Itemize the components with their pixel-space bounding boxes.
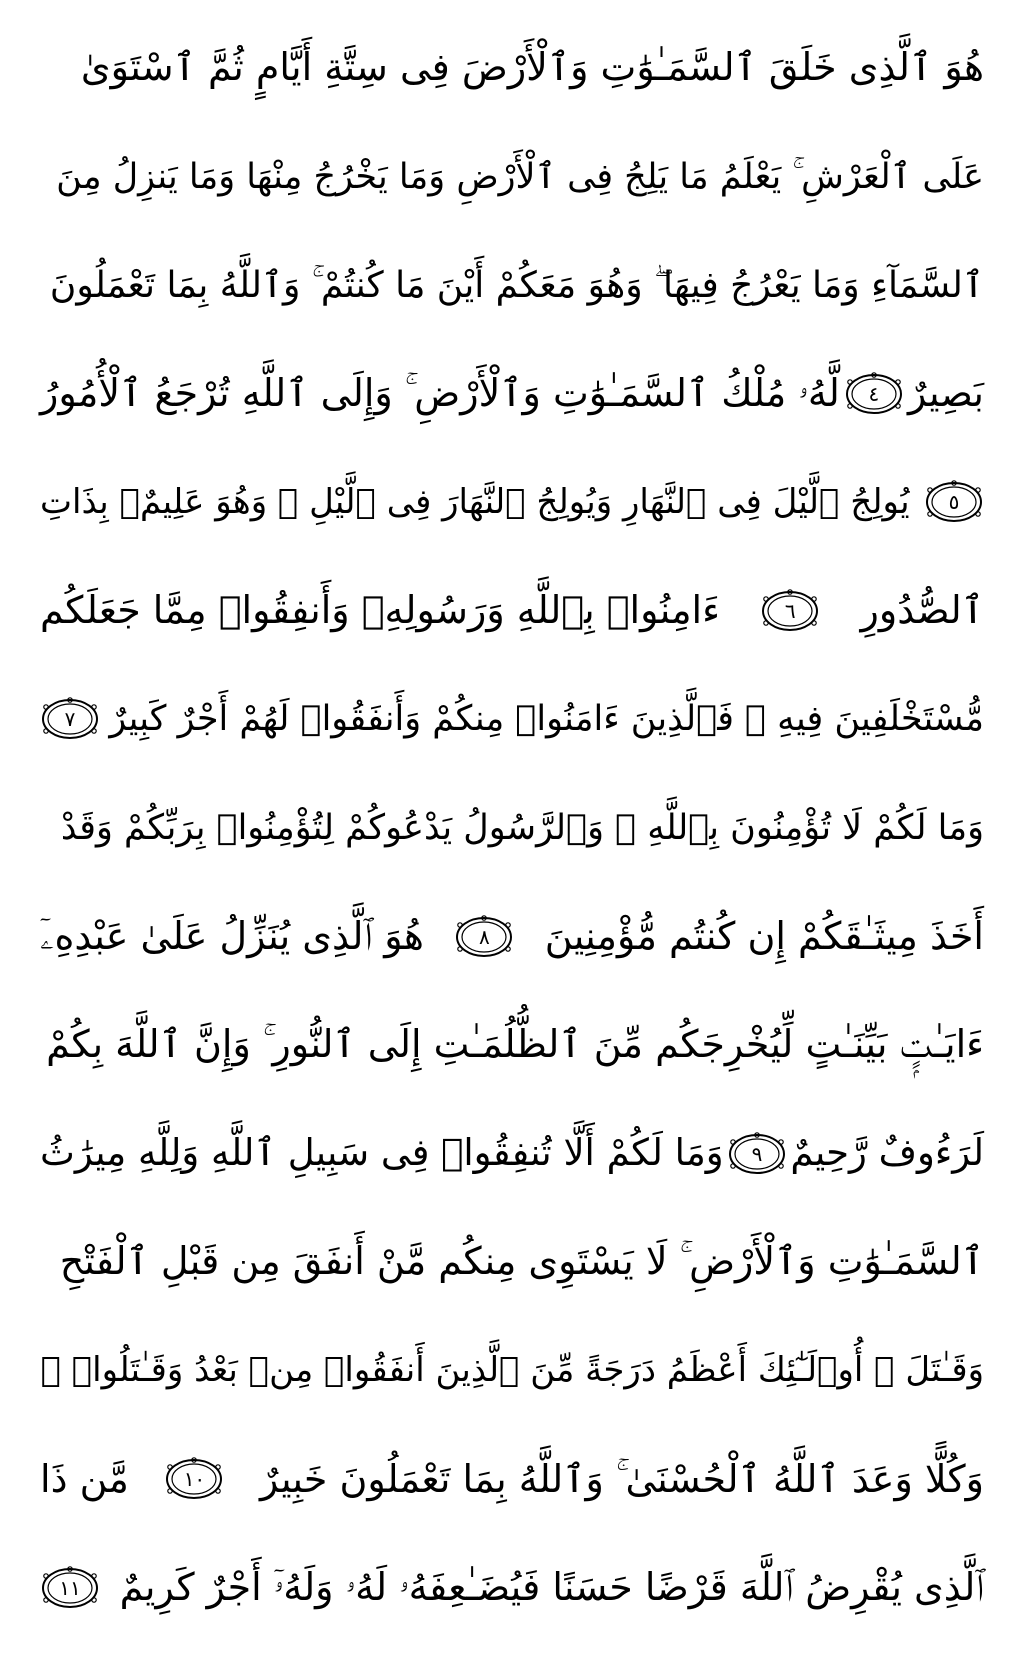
ayah-number-marker xyxy=(924,480,984,524)
verse-line xyxy=(40,1104,984,1204)
verse-text: وَقَـٰتَلَ ۚ أُو۟لَـٰٓئِكَ أَعْظَمُ دَرَجَةً مِّنَ ٱلَّذِينَ أَنفَقُوا۟ مِنۢ بَعْدُ وَقَـٰتَلُوا۟ ۚ xyxy=(40,1350,984,1391)
verse-text: ٱلسَّمَآءِ وَمَا يَعْرُجُ فِيهَا ۖ وَهُوَ مَعَكُمْ أَيْنَ مَا كُنتُمْ ۚ وَٱللَّهُ بِمَا تَعْمَلُونَ xyxy=(49,264,984,306)
verse-text: ٱلصُّدُورِ xyxy=(860,588,984,633)
ayah-number-marker xyxy=(40,697,100,741)
ayah-number-marker xyxy=(844,372,904,416)
ayah-number: ٦ xyxy=(784,598,796,623)
verse-text: مَّن ذَا xyxy=(40,1456,129,1501)
verse-text: أَخَذَ مِيثَـٰقَكُمْ إِن كُنتُم مُّؤْمِنِينَ xyxy=(544,913,984,958)
verse-text: يُولِجُ ٱلَّيْلَ فِى ٱلنَّهَارِ وَيُولِجُ ٱلنَّهَارَ فِى ٱلَّيْلِ ۚ وَهُوَ عَلِيمٌۢ بِذَاتِ xyxy=(40,481,910,522)
ayah-number: ٩ xyxy=(751,1141,763,1166)
ayah-number: ١٠ xyxy=(183,1467,206,1492)
verse-text: بَصِيرٌ xyxy=(908,370,984,415)
ayah-number: ٤ xyxy=(868,381,880,406)
ayah-number-marker xyxy=(164,1457,224,1501)
ayah-number-marker xyxy=(727,1132,787,1176)
verse-line xyxy=(40,18,984,118)
verse-line xyxy=(40,1429,984,1529)
ayah-number-marker xyxy=(454,915,514,959)
verse-line xyxy=(40,887,984,987)
verse-line xyxy=(40,452,984,552)
verse-line xyxy=(40,778,984,878)
verse-line xyxy=(40,1538,984,1638)
ayah-number: ١١ xyxy=(59,1575,81,1600)
ayah-number: ٥ xyxy=(948,490,960,515)
verse-text: مُّسْتَخْلَفِينَ فِيهِ ۖ فَٱلَّذِينَ ءَامَنُوا۟ مِنكُمْ وَأَنفَقُوا۟ لَهُمْ أَجْرٌ كَبِيرٌ xyxy=(109,699,984,740)
ayah-number: ٨ xyxy=(479,924,490,949)
verse-text: لَّهُۥ مُلْكُ ٱلسَّمَـٰوَٰتِ وَٱلْأَرْضِ ۚ وَإِلَى ٱللَّهِ تُرْجَعُ ٱلْأُمُورُ xyxy=(40,370,840,415)
verse-lines xyxy=(40,18,984,1638)
verse-text: هُوَ ٱلَّذِى يُنَزِّلُ عَلَىٰ عَبْدِهِۦٓ xyxy=(40,913,424,958)
verse-text: ٱلسَّمَـٰوَٰتِ وَٱلْأَرْضِ ۚ لَا يَسْتَوِى مِنكُم مَّنْ أَنفَقَ مِن قَبْلِ ٱلْفَتْحِ xyxy=(59,1239,984,1284)
ayah-number: ٧ xyxy=(64,707,76,732)
verse-text: وَكُلًّا وَعَدَ ٱللَّهُ ٱلْحُسْنَىٰ ۚ وَٱللَّهُ بِمَا تَعْمَلُونَ خَبِيرٌ xyxy=(259,1456,984,1501)
verse-line xyxy=(40,127,984,227)
verse-text: ءَامِنُوا۟ بِٱللَّهِ وَرَسُولِهِۦ وَأَنفِقُوا۟ مِمَّا جَعَلَكُم xyxy=(40,588,720,633)
verse-line xyxy=(40,561,984,661)
verse-text: هُوَ ٱلَّذِى خَلَقَ ٱلسَّمَـٰوَٰتِ وَٱلْأَرْضَ فِى سِتَّةِ أَيَّامٍ ثُمَّ ٱسْتَوَىٰ xyxy=(80,45,984,90)
verse-line xyxy=(40,669,984,769)
verse-line xyxy=(40,235,984,335)
verse-line xyxy=(40,1321,984,1421)
verse-text: وَمَا لَكُمْ أَلَّا تُنفِقُوا۟ فِى سَبِيلِ ٱللَّهِ وَلِلَّهِ مِيرَٰثُ xyxy=(40,1131,724,1175)
verse-text: عَلَى ٱلْعَرْشِ ۚ يَعْلَمُ مَا يَلِجُ فِى ٱلْأَرْضِ وَمَا يَخْرُجُ مِنْهَا وَمَا يَنزِلُ مِنَ xyxy=(56,156,984,197)
verse-text: لَرَءُوفٌ رَّحِيمٌ xyxy=(790,1131,984,1175)
ayah-number-marker xyxy=(760,589,820,633)
verse-text: وَمَا لَكُمْ لَا تُؤْمِنُونَ بِٱللَّهِ ۙ وَٱلرَّسُولُ يَدْعُوكُمْ لِتُؤْمِنُوا۟ بِرَبِّكُمْ وَقَدْ xyxy=(60,807,984,848)
verse-line xyxy=(40,344,984,444)
ayah-number-marker xyxy=(40,1566,100,1610)
verse-text: ءَايَـٰتٍۭ بَيِّنَـٰتٍ لِّيُخْرِجَكُم مِّنَ ٱلظُّلُمَـٰتِ إِلَى ٱلنُّورِ ۚ وَإِنَّ ٱللَّهَ بِكُمْ xyxy=(46,1022,984,1067)
verse-text: ٱلَّذِى يُقْرِضُ ٱللَّهَ قَرْضًا حَسَنًا فَيُضَـٰعِفَهُۥ لَهُۥ وَلَهُۥٓ أَجْرٌ كَرِيمٌ xyxy=(119,1565,984,1610)
verse-line xyxy=(40,1212,984,1312)
verse-line xyxy=(40,995,984,1095)
